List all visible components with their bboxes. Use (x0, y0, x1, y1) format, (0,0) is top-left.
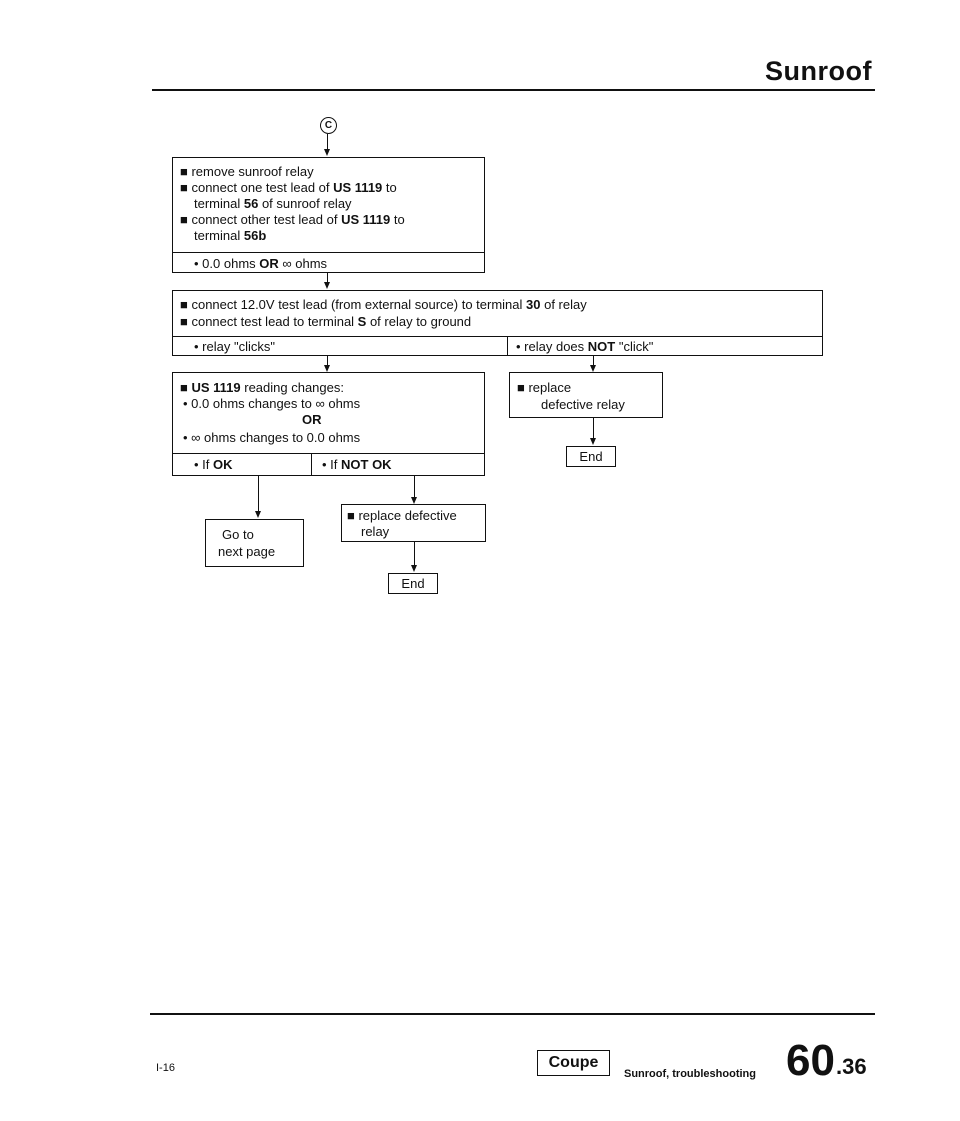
footer-rule (150, 1013, 875, 1015)
box-divider (311, 453, 312, 476)
page-title: Sunroof (765, 56, 872, 86)
step-line: defective relay (541, 397, 625, 412)
end-box: End (388, 573, 438, 594)
arrow-down-icon (590, 438, 596, 445)
step-line: ■ remove sunroof relay (180, 164, 314, 179)
step-line: relay (361, 524, 390, 539)
box-divider (172, 453, 485, 454)
step-line: ■ connect test lead to terminal S of relay to ground (180, 314, 472, 329)
end-box: End (566, 446, 616, 467)
result-line: • 0.0 ohms OR ∞ ohms (194, 256, 328, 271)
step-line: ■ US 1119 reading changes: (180, 380, 344, 395)
box-divider (172, 336, 823, 337)
page-reference: I-16 (156, 1062, 175, 1074)
step-line: ■ connect other test lead of US 1119 to (180, 212, 405, 227)
step-line: ■ replace defective (347, 508, 457, 523)
step-line: ■ connect one test lead of US 1119 to (180, 180, 397, 195)
step-line: • 0.0 ohms changes to ∞ ohms (183, 396, 361, 411)
connector-line (327, 134, 328, 150)
box-divider (507, 336, 508, 356)
step-line: ■ replace (517, 380, 572, 395)
page-number-sub: .36 (836, 1054, 867, 1079)
step-line: • ∞ ohms changes to 0.0 ohms (183, 430, 361, 445)
page-number: 60 (786, 1036, 835, 1085)
box-divider (172, 252, 485, 253)
step-line: ■ connect 12.0V test lead (from external source) to terminal 30 of relay (180, 297, 587, 312)
arrow-down-icon (411, 497, 417, 504)
connector-c-icon: C (320, 117, 337, 134)
result-relay-clicks: • relay "clicks" (194, 339, 275, 354)
arrow-down-icon (411, 565, 417, 572)
flow-line (258, 476, 259, 512)
step-line: terminal 56 of sunroof relay (194, 196, 352, 211)
goto-line: Go to (222, 527, 254, 542)
result-ok: • If OK (194, 457, 233, 472)
flow-line (414, 542, 415, 566)
or-label: OR (302, 412, 322, 427)
step-line: terminal 56b (194, 228, 267, 243)
flow-line (414, 476, 415, 498)
result-not-ok: • If NOT OK (322, 457, 392, 472)
model-badge: Coupe (537, 1050, 610, 1076)
arrow-down-icon (590, 365, 596, 372)
result-relay-no-click: • relay does NOT "click" (516, 339, 654, 354)
arrow-down-icon (255, 511, 261, 518)
section-name: Sunroof, troubleshooting (624, 1068, 756, 1080)
goto-line: next page (218, 544, 276, 559)
arrow-down-icon (324, 365, 330, 372)
flow-line (593, 418, 594, 439)
arrow-down-icon (324, 282, 330, 289)
arrow-down-icon (324, 149, 330, 156)
header-rule (152, 89, 875, 91)
